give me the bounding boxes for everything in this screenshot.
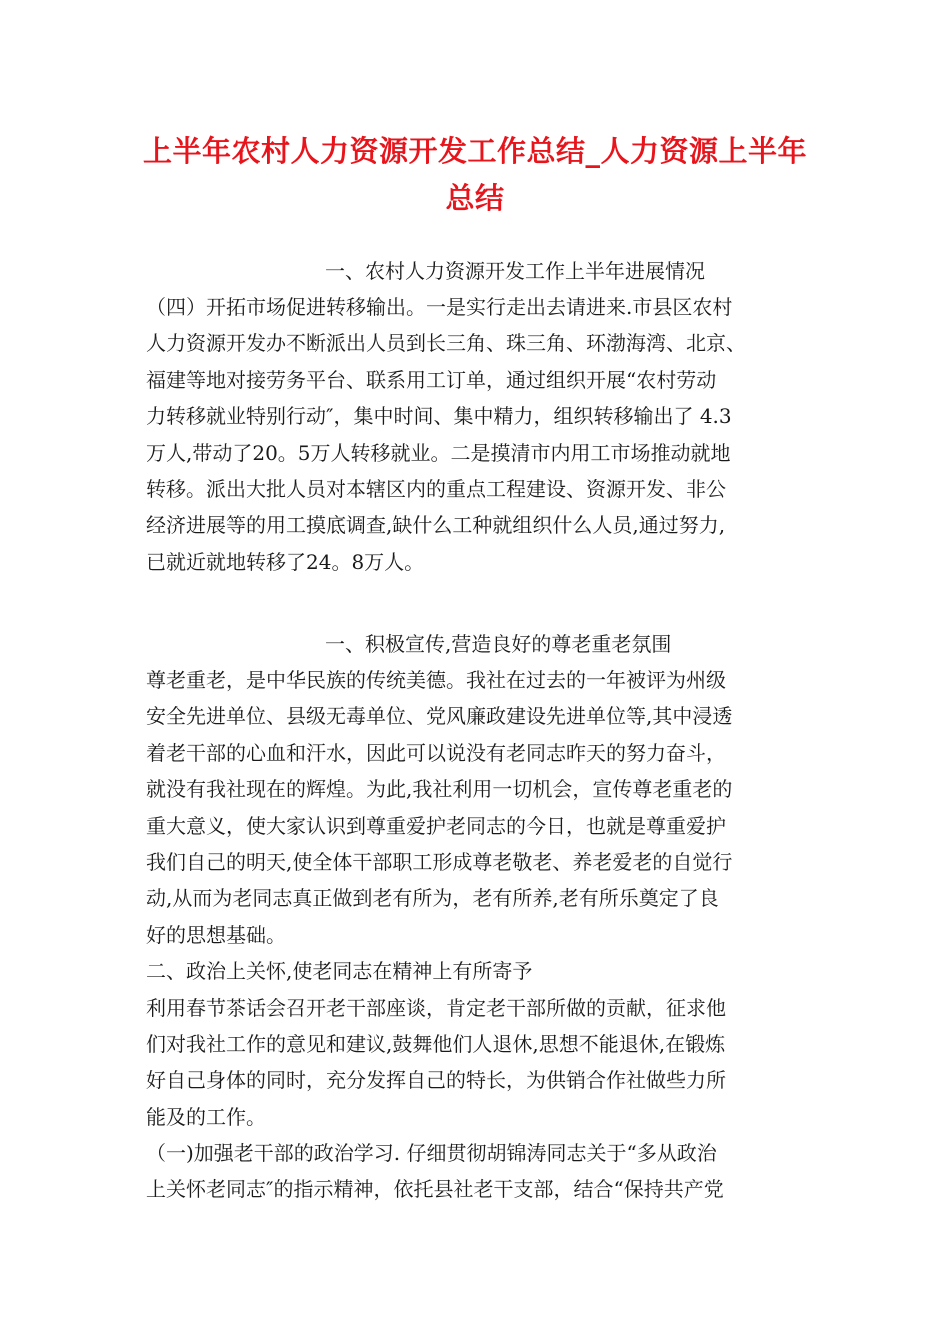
- document-title: [120, 128, 830, 222]
- paragraph-line: 利用春节茶话会召开老干部座谈，肯定老干部所做的贡献，征求他: [146, 995, 726, 1020]
- title-line-1: 上半年农村人力资源开发工作总结_人力资源上半年: [142, 134, 807, 168]
- paragraph-line: 动,从而为老同志真正做到老有所为，老有所养,老有所乐奠定了良: [146, 886, 719, 911]
- section2-heading: 一、积极宣传,营造良好的尊老重老氛围: [325, 632, 672, 656]
- paragraph-line: 经济进展等的用工摸底调查,缺什么工种就组织什么人员,通过努力,: [146, 513, 726, 538]
- section1-heading: 一、农村人力资源开发工作上半年进展情况: [325, 259, 705, 283]
- paragraph-line: 好自己身体的同时，充分发挥自己的特长，为供销合作社做些力所: [146, 1068, 726, 1093]
- paragraph-line: 就没有我社现在的辉煌。为此,我社利用一切机会，宣传尊老重老的: [146, 777, 733, 802]
- subheading-line: 二、政治上关怀,使老同志在精神上有所寄予: [146, 959, 533, 984]
- paragraph-line: 安全先进单位、县级无毒单位、党风廉政建设先进单位等,其中浸透: [146, 704, 733, 729]
- paragraph-line: 们对我社工作的意见和建议,鼓舞他们人退休,思想不能退休,在锻炼: [146, 1031, 726, 1056]
- section2-body: [146, 662, 818, 1208]
- paragraph-line: 上关怀老同志″的指示精神，依托县社老干支部，结合“保持共产党: [146, 1177, 724, 1202]
- paragraph-line: 力转移就业特别行动″，集中时间、集中精力，组织转移输出了 4.3: [146, 404, 732, 429]
- paragraph-line: （一)加强老干部的政治学习. 仔细贯彻胡锦涛同志关于“多从政治: [146, 1141, 717, 1166]
- paragraph-line: 福建等地对接劳务平台、联系用工订单，通过组织开展“农村劳动: [146, 367, 717, 392]
- paragraph-line: 转移。派出大批人员对本辖区内的重点工程建设、资源开发、非公: [146, 476, 726, 501]
- paragraph-line: 重大意义，使大家认识到尊重爱护老同志的今日，也就是尊重爱护: [146, 813, 726, 838]
- section1-body: [146, 289, 818, 580]
- paragraph-line: 人力资源开发办不断派出人员到长三角、珠三角、环渤海湾、北京、: [146, 331, 746, 356]
- paragraph-line: 已就近就地转移了24。8万人。: [146, 549, 425, 574]
- paragraph-line: 尊老重老，是中华民族的传统美德。我社在过去的一年被评为州级: [146, 668, 726, 692]
- paragraph-line: 我们自己的明天,使全体干部职工形成尊老敬老、养老爱老的自觉行: [146, 849, 733, 874]
- paragraph-line: （四）开拓市场促进转移输出。一是实行走出去请进来.市县区农村: [146, 295, 733, 319]
- paragraph-line: 万人,带动了20。5万人转移就业。二是摸清市内用工市场推动就地: [146, 440, 731, 465]
- title-line-2: 总结: [445, 181, 505, 215]
- paragraph-line: 好的思想基础。: [146, 922, 286, 947]
- paragraph-line: 着老干部的心血和汗水，因此可以说没有老同志昨天的努力奋斗，: [146, 740, 726, 765]
- paragraph-line: 能及的工作。: [146, 1104, 266, 1129]
